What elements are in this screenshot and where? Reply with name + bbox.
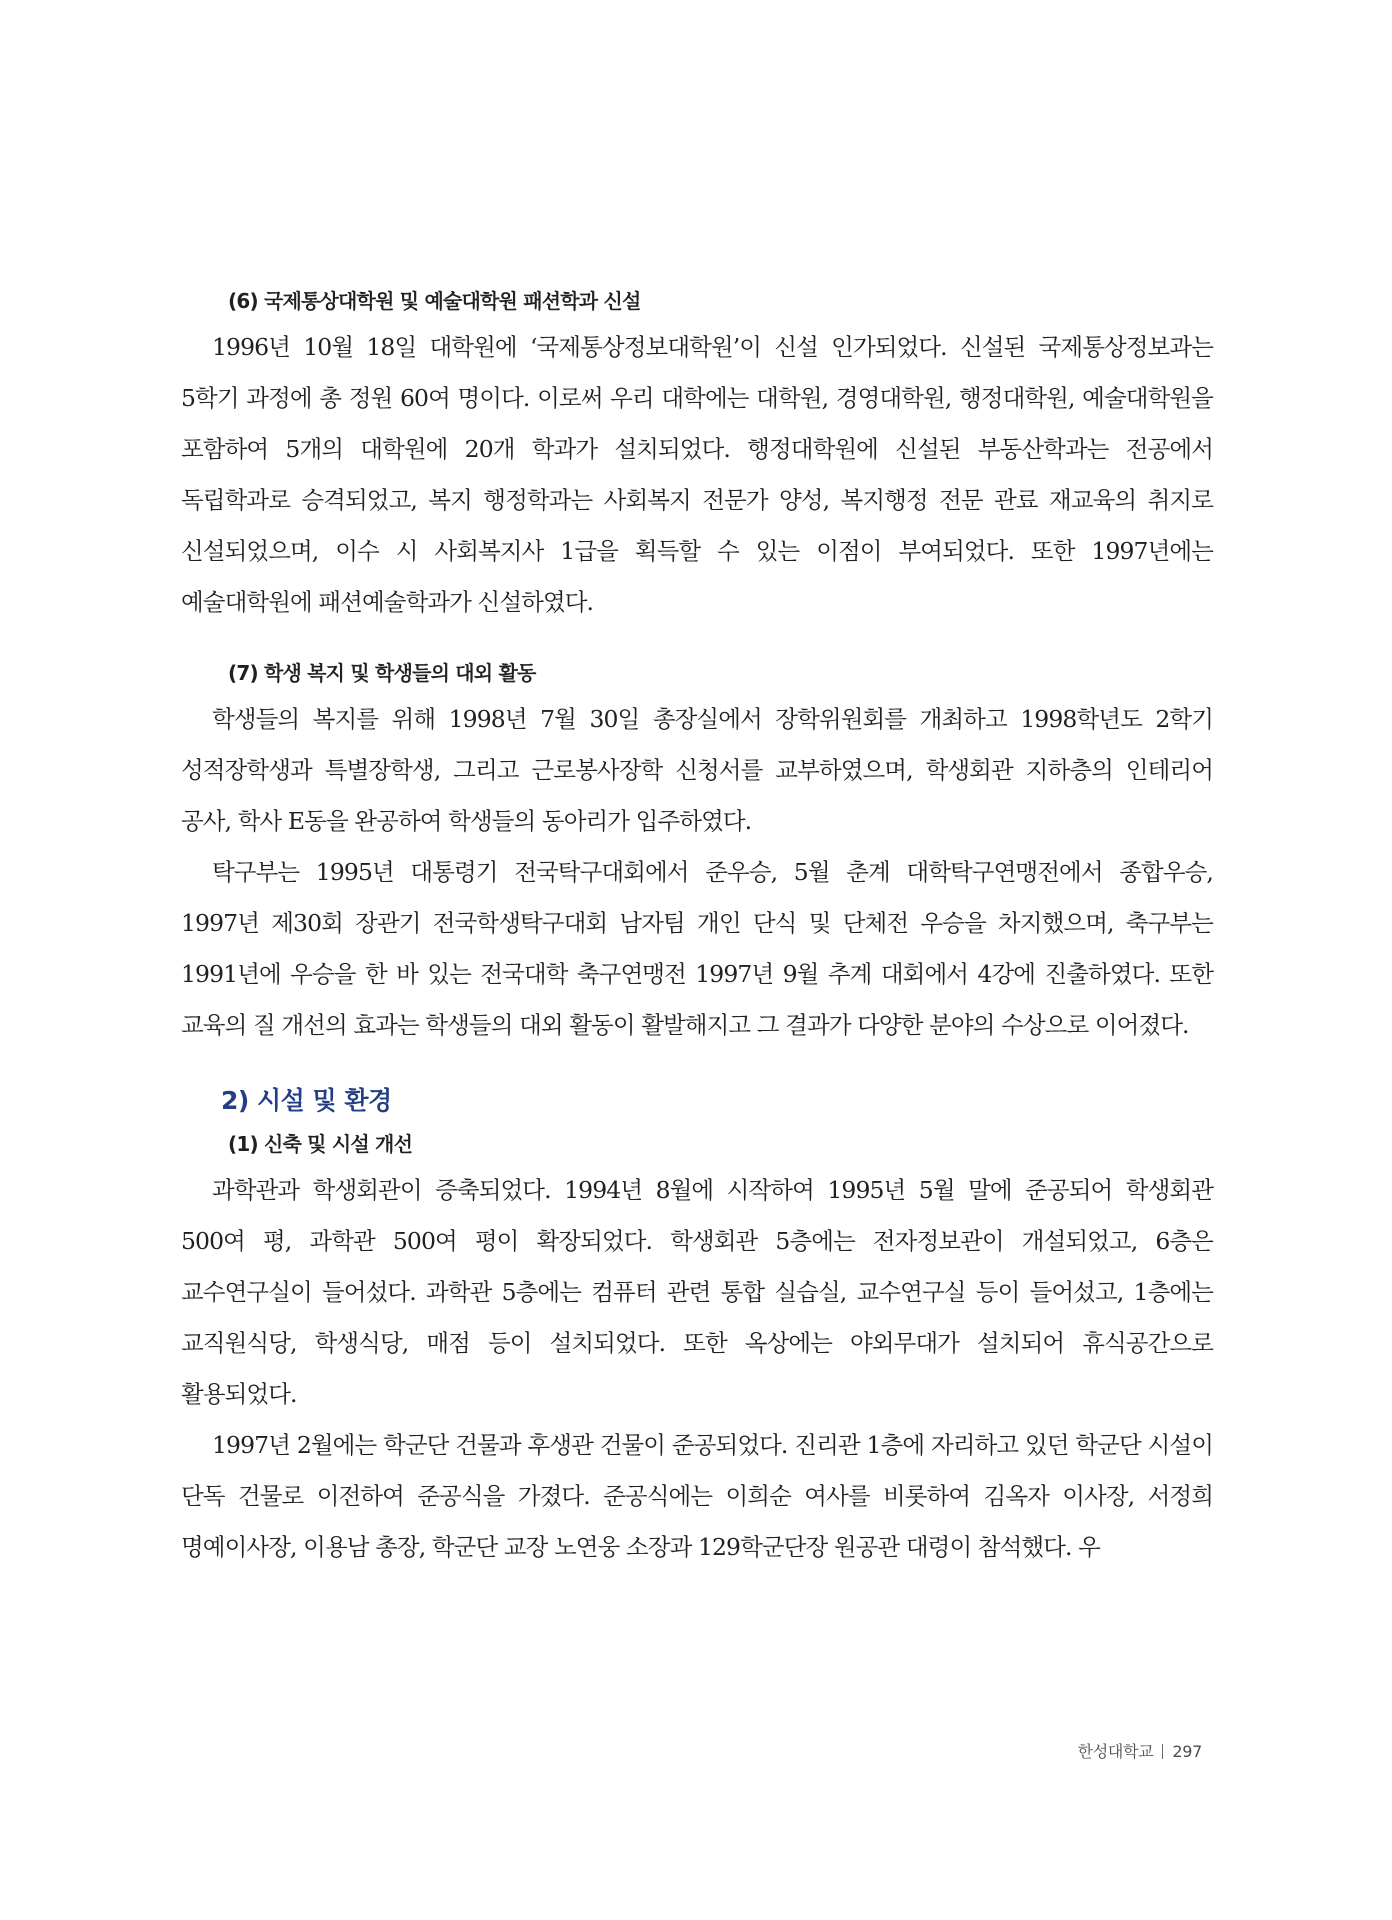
subsection-heading-1: (1) 신축 및 시설 개선: [228, 1132, 413, 1156]
footer-divider: [1162, 1744, 1163, 1759]
page-footer: [1078, 1739, 1202, 1762]
paragraph: 과학관과 학생회관이 증축되었다. 1994년 8월에 시작하여 1995년 5월 말에 준공되어 학생회관 500여 평, 과학관 500여 평이 확장되었다. 학생회관 5층에는 전자정보관이 개설되었고, 6층은 교수연구실이 들어섰다. 과학관 5층에는 컴퓨터 관련 통합 실습실, 교수연구실 등이 들어섰고, 1층에는 교직원식당, 학생식당, 매점 등이 설치되었다. 또한 옥상에는 야외무대가 설치되어 휴식공간으로 활용되었다.: [181, 1176, 1213, 1408]
paragraph: 탁구부는 1995년 대통령기 전국탁구대회에서 준우승, 5월 춘계 대학탁구연맹전에서 종합우승, 1997년 제30회 장관기 전국학생탁구대회 남자팀 개인 단식 및 단체전 우승을 차지했으며, 축구부는 1991년에 우승을 한 바 있는 전국대학 축구연맹전 1997년 9월 추계 대회에서 4강에 진출하였다. 또한 교육의 질 개선의 효과는 학생들의 대외 활동이 활발해지고 그 결과가 다양한 분야의 수상으로 이어졌다.: [181, 858, 1213, 1039]
paragraph: 1997년 2월에는 학군단 건물과 후생관 건물이 준공되었다. 진리관 1층에 자리하고 있던 학군단 시설이 단독 건물로 이전하여 준공식을 가졌다. 준공식에는 이희순 여사를 비롯하여 김옥자 이사장, 서정희 명예이사장, 이용남 총장, 학군단 교장 노연웅 소장과 129학군단장 원공관 대령이 참석했다. 우: [181, 1431, 1213, 1561]
page-number: 297: [1172, 1742, 1202, 1761]
footer-university: 한성대학교: [1077, 1742, 1154, 1761]
subsection-heading-7: (7) 학생 복지 및 학생들의 대외 활동: [228, 661, 536, 685]
paragraph: 학생들의 복지를 위해 1998년 7월 30일 총장실에서 장학위원회를 개최하고 1998학년도 2학기 성적장학생과 특별장학생, 그리고 근로봉사장학 신청서를 교부하였으며, 학생회관 지하층의 인테리어 공사, 학사 E동을 완공하여 학생들의 동아리가 입주하였다.: [181, 705, 1213, 835]
paragraph: 1996년 10월 18일 대학원에 ‘국제통상정보대학원’이 신설 인가되었다. 신설된 국제통상정보과는 5학기 과정에 총 정원 60여 명이다. 이로써 우리 대학에는 대학원, 경영대학원, 행정대학원, 예술대학원을 포함하여 5개의 대학원에 20개 학과가 설치되었다. 행정대학원에 신설된 부동산학과는 전공에서 독립학과로 승격되었고, 복지 행정학과는 사회복지 전문가 양성, 복지행정 전문 관료 재교육의 취지로 신설되었으며, 이수 시 사회복지사 1급을 획득할 수 있는 이점이 부여되었다. 또한 1997년에는 예술대학원에 패션예술학과가 신설하였다.: [181, 333, 1213, 616]
page-body: [181, 286, 1213, 1573]
subsection-heading-6: (6) 국제통상대학원 및 예술대학원 패션학과 신설: [228, 289, 641, 313]
section-heading-2: 2) 시설 및 환경: [221, 1086, 392, 1115]
